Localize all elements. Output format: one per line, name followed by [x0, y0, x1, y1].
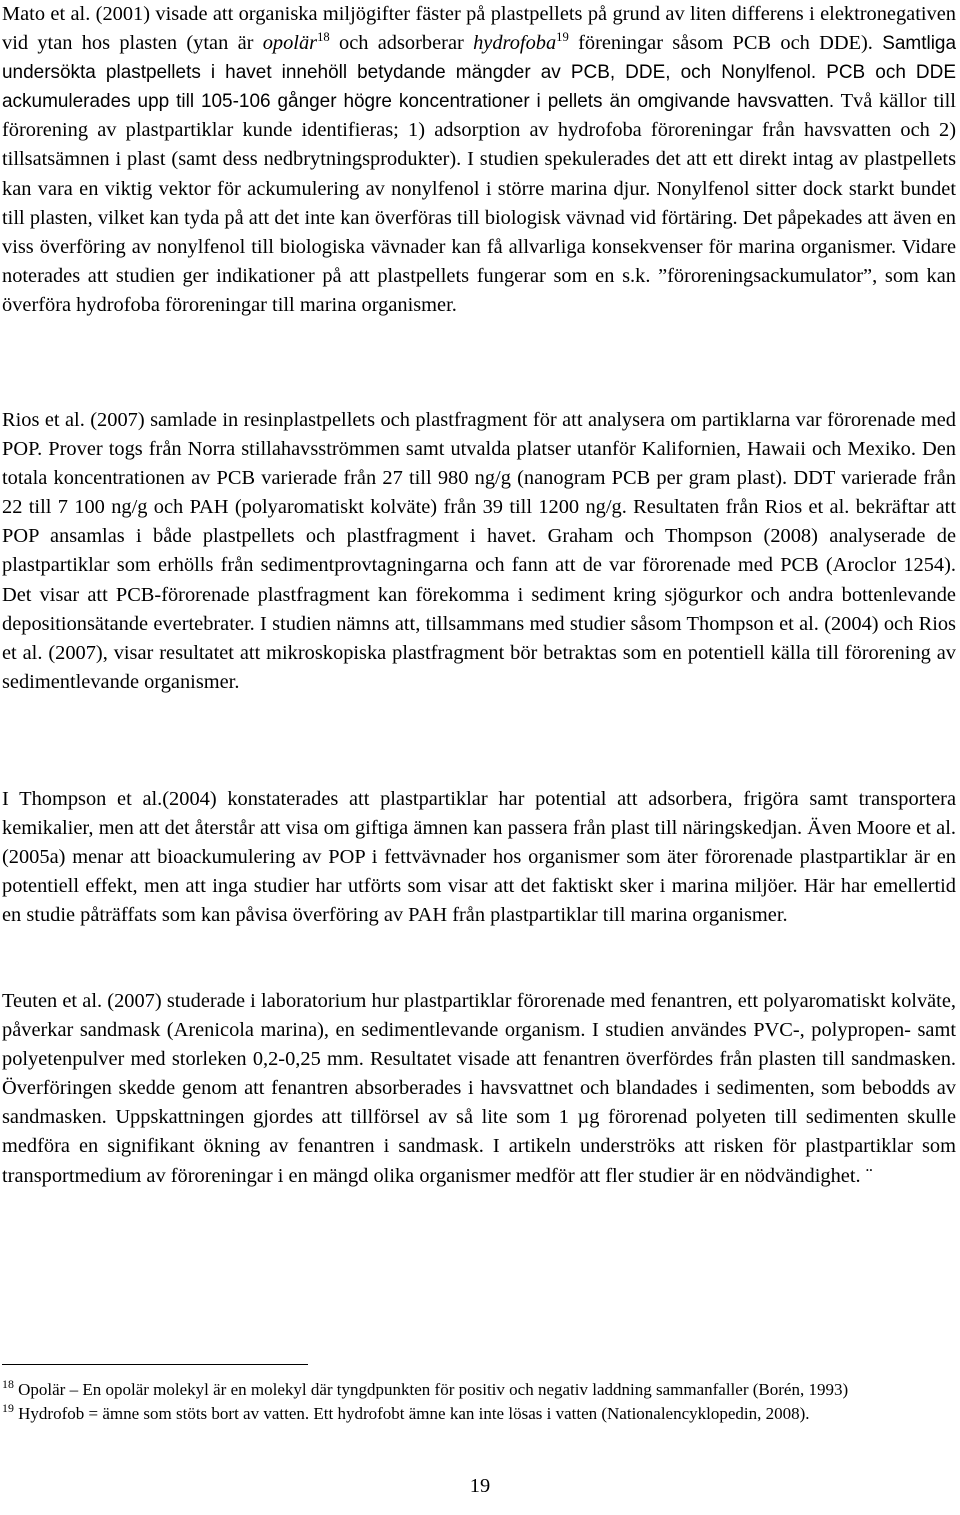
page-number: 19	[469, 1475, 491, 1497]
paragraph-teuten	[2, 987, 956, 1191]
paragraph-rios	[2, 406, 956, 697]
footnotes	[2, 1378, 956, 1425]
paragraph-mato	[2, 0, 956, 320]
footnote-ref-19[interactable]: 19	[556, 29, 569, 44]
text-run: Två källor till förorening av plastpartiklar kunde identifieras; 1) adsorption av hydrofoba föroreningar från havsvatten och 2) tillsatsämnen i plast (samt dess nedbrytningsprodukter). I studien spekulerades det att ett direkt intag av plastpellets kan vara en viktig vektor för ackumulering av nonylfenol i större marina djur. Nonylfenol sitter dock starkt bundet till plasten, vilket kan tyda på att det inte kan överföras till biologisk vävnad vid förtäring. Det påpekades att även en viss överföring av nonylfenol till biologiska vävnader kan få allvarliga konsekvenser för marina organismer. Vidare noterades att studien ger indikationer på att plastpellets fungerar som en s.k. ”föroreningsackumulator”, som kan överföra hydrofoba föroreningar till marina organismer.	[2, 90, 956, 316]
paragraph-thompson	[2, 785, 956, 930]
paragraph-text: Rios et al. (2007) samlade in resinplastpellets och plastfragment för att analysera om partiklarna var förorenade med POP. Prover togs från Norra stillahavsströmmen samt utvalda platser utanför Kalifornien, Hawaii och Mexiko. Den totala koncentrationen av PCB varierade från 27 till 980 ng/g (nanogram PCB per gram plast). DDT varierade från 22 till 7 100 ng/g och PAH (polyaromatiskt kolväte) från 39 till 1200 ng/g. Resultaten från Rios et al. bekräftar att POP ansamlas i både plastpellets och plastfragment i havet. Graham och Thompson (2008) analyserade de plastpartiklar som erhölls från sedimentprovtagningarna och fann att de var förorenade med PCB (Aroclor 1254). Det visar att PCB-förorenade plastfragment kan förekomma i sediment kring sjögurkor och andra bottenlevande depositionsätande evertebrater. I studien nämns att, tillsammans med studier såsom Thompson et al. (2004) och Rios et al. (2007), visar resultatet att mikroskopiska plastfragment bör betraktas som en potentiell källa till förorening av sedimentlevande organismer.	[2, 409, 956, 693]
term-hydrofoba: hydrofoba	[473, 32, 557, 55]
footnote-number: 19	[2, 1400, 14, 1415]
footnote-text: Opolär – En opolär molekyl är en molekyl där tyngdpunkten för positiv och negativ laddning sammanfaller (Borén, 1993)	[13, 1380, 849, 1399]
text-run: och adsorberar	[329, 32, 474, 55]
text-run: Mato et al. (2001) visade att organiska miljögifter fäster på plastpellets på grund av liten differens i elektronegativen vid ytan hos plasten (ytan är	[2, 3, 956, 55]
footnote-divider	[2, 1364, 308, 1365]
footnote-text: Hydrofob = ämne som stöts bort av vatten. Ett hydrofobt ämne kan inte lösas i vatten (Nationalencyklopedin, 2008).	[13, 1403, 810, 1423]
footnote-18	[2, 1378, 956, 1402]
footnote-ref-18[interactable]: 18	[317, 29, 330, 44]
term-opolar: opolär	[262, 32, 318, 55]
paragraph-text: I Thompson et al.(2004) konstaterades att plastpartiklar har potential att adsorbera, frigöra samt transportera kemikalier, men att det återstår att visa om giftiga ämnen kan passera från plast till näringskedjan. Även Moore et al. (2005a) menar att bioackumulering av POP i fettvävnader hos organismer som äter förorenade plastpartiklar är en potentiell effekt, men att inga studier har utförts som visar att det faktiskt sker i marina miljöer. Här har emellertid en studie påträffats som kan påvisa överföring av PAH från plastpartiklar till marina organismer.	[2, 788, 956, 927]
paragraph-text: Teuten et al. (2007) studerade i laboratorium hur plastpartiklar förorenade med fenantren, ett polyaromatiskt kolväte, påverkar sandmask (Arenicola marina), en sedimentlevande organism. I studien användes PVC-, polypropen- samt polyetenpulver med storleken 0,2-0,25 mm. Resultatet visade att fenantren överfördes från plasten till sandmasken. Överföringen skedde genom att fenantren absorberades i havsvattnet och blandades i sedimenten, som bebodds av sandmasken. Uppskattningen gjordes att tillförsel av så lite som 1 µg förorenad polyeten till sedimenten skulle medföra en signifikant ökning av fenantren i sandmask. I artikeln underströks att risken för plastpartiklar som transportmedium av föroreningar i en mängd olika organismer medför att fler studier är en nödvändighet. ¨	[2, 990, 956, 1187]
footnote-number: 18	[2, 1376, 14, 1391]
footnote-19	[2, 1402, 956, 1426]
text-run: föreningar såsom PCB och DDE).	[568, 32, 883, 55]
text-run-sans: Samtliga undersökta plastpellets i havet innehöll betydande mängder av PCB, DDE, och Nonylfenol. PCB och DDE ackumulerades upp till 105-106 gånger högre koncentrationer i pellets än omgivande havsvatten.	[2, 33, 957, 113]
